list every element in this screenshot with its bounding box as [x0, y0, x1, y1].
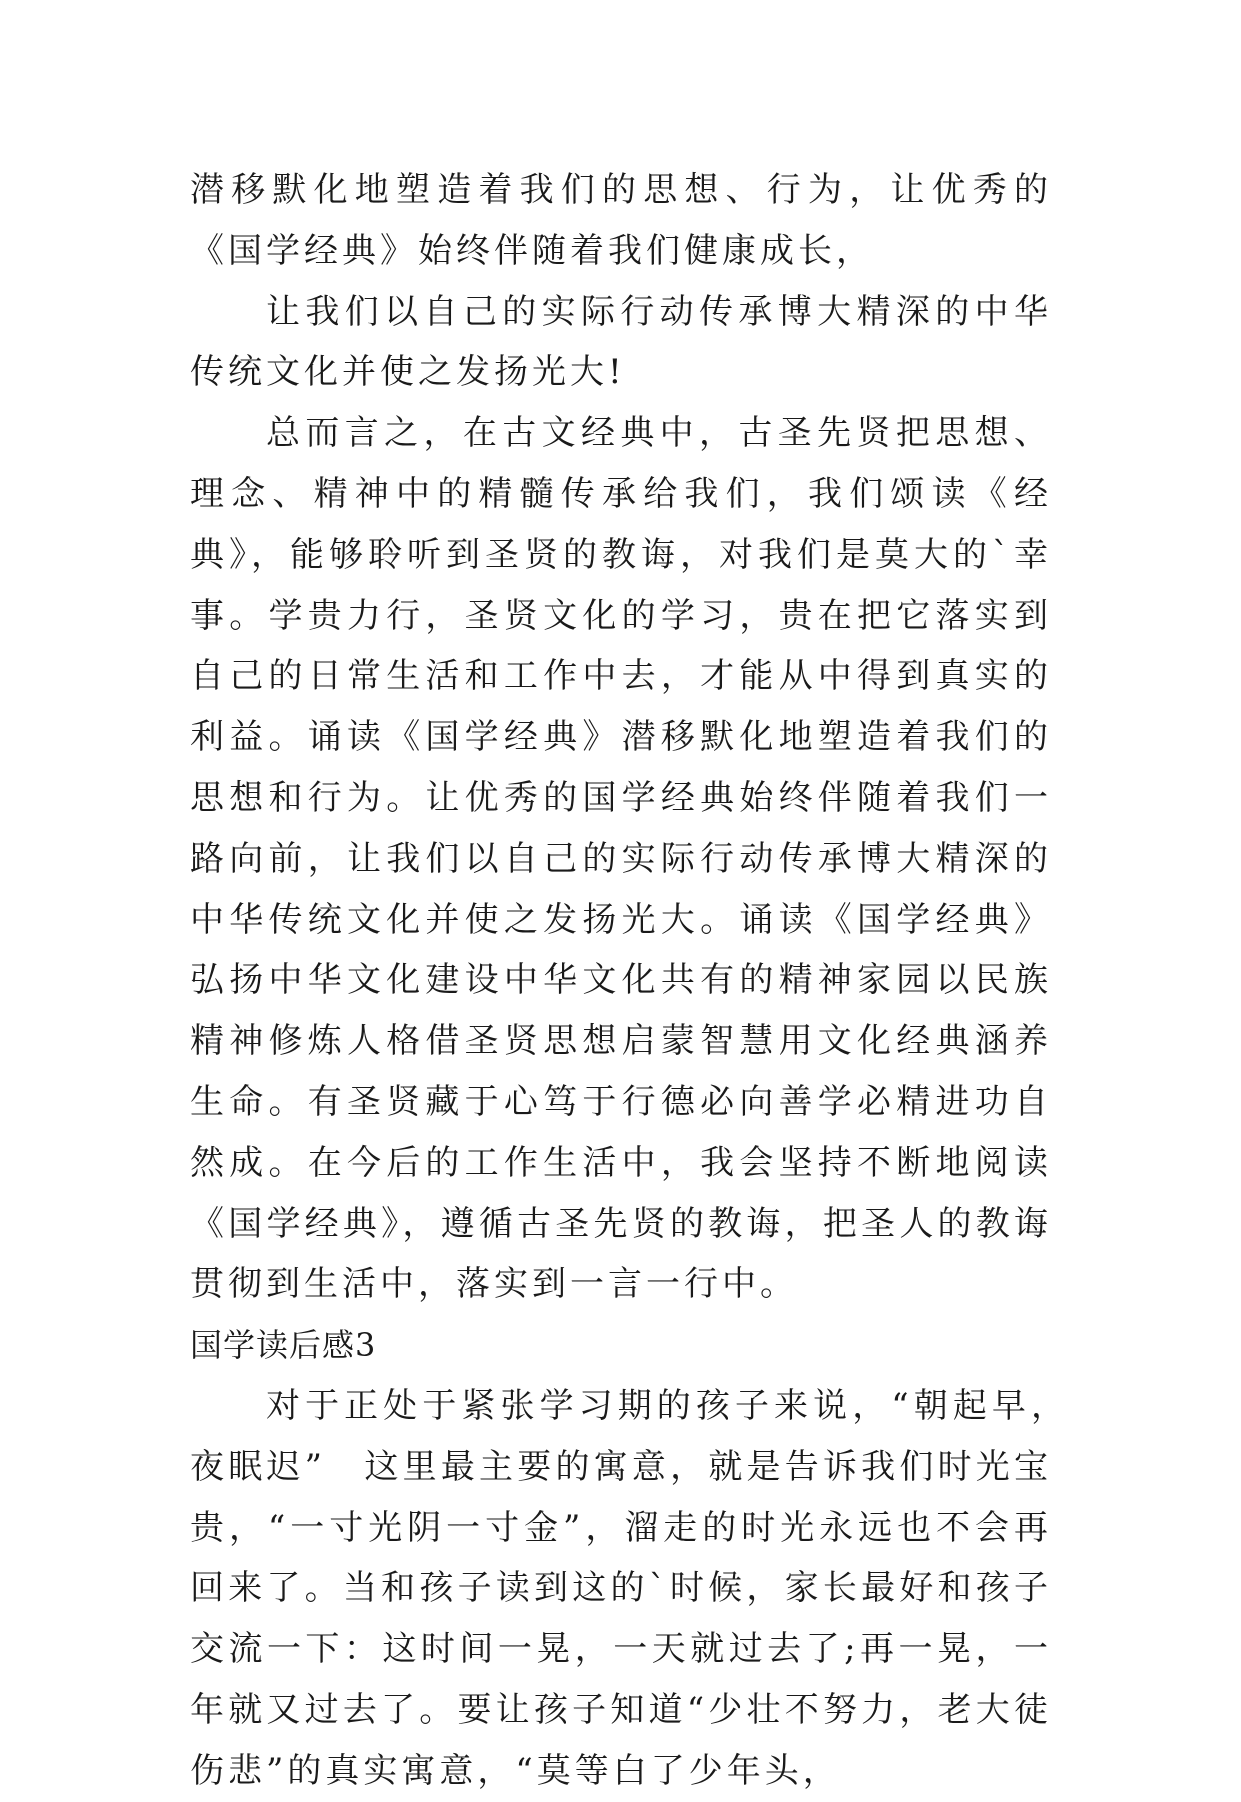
paragraph-section-3-intro: 对于正处于紧张学习期的孩子来说，“朝起早， 夜眠迟” 这里最主要的寓意，就是告诉我们时光宝贵，“一寸光阴一寸金”，溜走的时光永远也不会再回来了。当和孩子读到这的`时候，家长最好和孩子交流一下：这时间一晃，一天就过去了;再一晃，一年就又过去了。要让孩子知道“少壮不努力，老大徒伤悲”的真实寓意，“莫等白了少年头， — [190, 1385, 1090, 1791]
section-heading: 国学读后感3 — [190, 1326, 377, 1365]
document-body — [190, 160, 1090, 1802]
paragraph-call-to-action: 让我们以自己的实际行动传承博大精深的中华传统文化并使之发扬光大! — [190, 291, 1052, 393]
paragraph-conclusion: 总而言之，在古文经典中，古圣先贤把思想、理念、精神中的精髓传承给我们，我们颂读《经典》，能够聆听到圣贤的教诲，对我们是莫大的`幸事。学贵力行，圣贤文化的学习，贵在把它落实到自己的日常生活和工作中去，才能从中得到真实的利益。诵读《国学经典》潜移默化地塑造着我们的思想和行为。让优秀的国学经典始终伴随着我们一路向前，让我们以自己的实际行动传承博大精深的中华传统文化并使之发扬光大。诵读《国学经典》弘扬中华文化建设中华文化共有的精神家园以民族精神修炼人格借圣贤思想启蒙智慧用文化经典涵养生命。有圣贤藏于心笃于行德必向善学必精进功自然成。在今后的工作生活中，我会坚持不断地阅读《国学经典》，遵循古圣先贤的教诲，把圣人的教诲贯彻到生活中，落实到一言一行中。 — [190, 413, 1052, 1305]
paragraph-continuation: 潜移默化地塑造着我们的思想、行为，让优秀的《国学经典》始终伴随着我们健康成长， — [190, 170, 1052, 271]
